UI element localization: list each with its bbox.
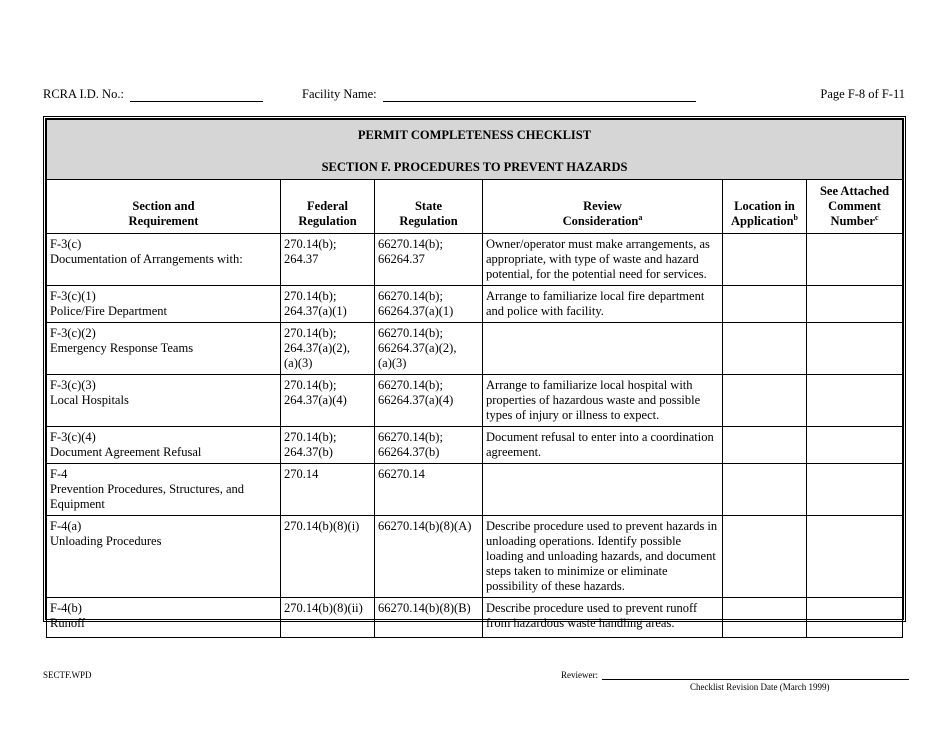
col-header-federal: Federal Regulation — [281, 180, 375, 234]
section-code: F-3(c) — [50, 237, 82, 251]
review-consideration-cell: Owner/operator must make arrangements, as appropriate, with type of waste and hazard potential, for the potential need for services. — [483, 234, 723, 286]
requirement-cell — [47, 427, 281, 464]
section-code: F-3(c)(1) — [50, 289, 96, 303]
requirement-text: Runoff — [50, 616, 86, 630]
section-code: F-3(c)(3) — [50, 378, 96, 392]
review-consideration-cell: Arrange to familiarize local fire department and police with facility. — [483, 286, 723, 323]
section-code: F-4 — [50, 467, 68, 481]
federal-regulation-cell: 270.14(b)(8)(i) — [281, 516, 375, 598]
requirement-cell — [47, 286, 281, 323]
federal-regulation-cell: 270.14(b); 264.37 — [281, 234, 375, 286]
table-row — [47, 286, 903, 323]
rcra-id-blank[interactable] — [130, 89, 263, 102]
section-code: F-3(c)(4) — [50, 430, 96, 444]
table-row — [47, 427, 903, 464]
comment-number-cell[interactable] — [807, 375, 903, 427]
col-header-review: Review Consideration$^a$ — [483, 180, 723, 234]
federal-regulation-cell: 270.14(b); 264.37(a)(4) — [281, 375, 375, 427]
location-in-application-cell[interactable] — [723, 464, 807, 516]
table-row — [47, 234, 903, 286]
requirement-text: Unloading Procedures — [50, 534, 162, 548]
col-header-comment: See Attached Comment Number$^c$ — [807, 180, 903, 234]
location-in-application-cell[interactable] — [723, 375, 807, 427]
comment-number-cell[interactable] — [807, 464, 903, 516]
section-title: SECTION F. PROCEDURES TO PREVENT HAZARDS — [321, 160, 628, 174]
comment-number-cell[interactable] — [807, 286, 903, 323]
federal-regulation-cell: 270.14(b); 264.37(b) — [281, 427, 375, 464]
comment-number-cell[interactable] — [807, 427, 903, 464]
col-header-location: Location in Application$^b$ — [723, 180, 807, 234]
table-row — [47, 516, 903, 598]
rcra-id-field — [43, 87, 263, 102]
table-row — [47, 464, 903, 516]
section-code: F-4(b) — [50, 601, 82, 615]
requirement-text: Document Agreement Refusal — [50, 445, 202, 459]
state-regulation-cell: 66270.14 — [375, 464, 483, 516]
requirement-text: Local Hospitals — [50, 393, 129, 407]
facility-name-blank[interactable] — [383, 89, 696, 102]
state-regulation-cell: 66270.14(b); 66264.37 — [375, 234, 483, 286]
page-number: Page F-8 of F-11 — [820, 87, 905, 101]
review-consideration-cell: Describe procedure used to prevent hazards in unloading operations. Identify possible loading and unloading hazards, and document steps taken to minimize or eliminate possibility of these hazards. — [483, 516, 723, 598]
review-consideration-cell — [483, 323, 723, 375]
facility-name-label: Facility Name: — [302, 87, 377, 101]
federal-regulation-cell: 270.14(b)(8)(ii) — [281, 598, 375, 638]
reviewer-label: Reviewer: — [561, 670, 598, 680]
location-in-application-cell[interactable] — [723, 286, 807, 323]
comment-number-cell[interactable] — [807, 323, 903, 375]
requirement-cell — [47, 598, 281, 638]
rcra-id-label: RCRA I.D. No.: — [43, 87, 124, 101]
federal-regulation-cell: 270.14 — [281, 464, 375, 516]
location-in-application-cell[interactable] — [723, 516, 807, 598]
state-regulation-cell: 66270.14(b)(8)(B) — [375, 598, 483, 638]
location-in-application-cell[interactable] — [723, 323, 807, 375]
federal-regulation-cell: 270.14(b); 264.37(a)(2), (a)(3) — [281, 323, 375, 375]
requirement-text: Police/Fire Department — [50, 304, 167, 318]
checklist-title: PERMIT COMPLETENESS CHECKLIST — [357, 128, 592, 142]
federal-regulation-cell: 270.14(b); 264.37(a)(1) — [281, 286, 375, 323]
state-regulation-cell: 66270.14(b)(8)(A) — [375, 516, 483, 598]
facility-name-field — [302, 87, 696, 102]
checklist-title-banner — [47, 120, 903, 180]
requirement-text: Prevention Procedures, Structures, and Equipment — [50, 482, 245, 511]
requirement-text: Documentation of Arrangements with: — [50, 252, 243, 266]
state-regulation-cell: 66270.14(b); 66264.37(b) — [375, 427, 483, 464]
review-consideration-cell — [483, 464, 723, 516]
comment-number-cell[interactable] — [807, 598, 903, 638]
table-row — [47, 598, 903, 638]
location-in-application-cell[interactable] — [723, 598, 807, 638]
reviewer-field — [561, 670, 909, 680]
requirement-cell — [47, 234, 281, 286]
review-consideration-cell: Document refusal to enter into a coordination agreement. — [483, 427, 723, 464]
checklist-table-frame — [43, 116, 906, 630]
requirement-cell — [47, 323, 281, 375]
requirement-text: Emergency Response Teams — [50, 341, 194, 355]
requirement-cell — [47, 516, 281, 598]
location-in-application-cell[interactable] — [723, 427, 807, 464]
revision-date: Checklist Revision Date (March 1999) — [690, 682, 830, 692]
table-row — [47, 323, 903, 375]
state-regulation-cell: 66270.14(b); 66264.37(a)(1) — [375, 286, 483, 323]
section-code: F-4(a) — [50, 519, 82, 533]
col-header-section: Section and Requirement — [47, 180, 281, 234]
state-regulation-cell: 66270.14(b); 66264.37(a)(4) — [375, 375, 483, 427]
requirement-cell — [47, 464, 281, 516]
reviewer-blank[interactable] — [602, 671, 909, 680]
checklist-table — [46, 119, 903, 638]
review-consideration-cell: Arrange to familiarize local hospital with properties of hazardous waste and possible types of injury or illness to expect. — [483, 375, 723, 427]
file-name: SECTF.WPD — [43, 670, 92, 680]
location-in-application-cell[interactable] — [723, 234, 807, 286]
comment-number-cell[interactable] — [807, 234, 903, 286]
review-consideration-cell: Describe procedure used to prevent runoff from hazardous waste handling areas. — [483, 598, 723, 638]
table-row — [47, 375, 903, 427]
state-regulation-cell: 66270.14(b); 66264.37(a)(2), (a)(3) — [375, 323, 483, 375]
requirement-cell — [47, 375, 281, 427]
col-header-state: State Regulation — [375, 180, 483, 234]
checklist-rows — [47, 234, 903, 638]
comment-number-cell[interactable] — [807, 516, 903, 598]
section-code: F-3(c)(2) — [50, 326, 96, 340]
